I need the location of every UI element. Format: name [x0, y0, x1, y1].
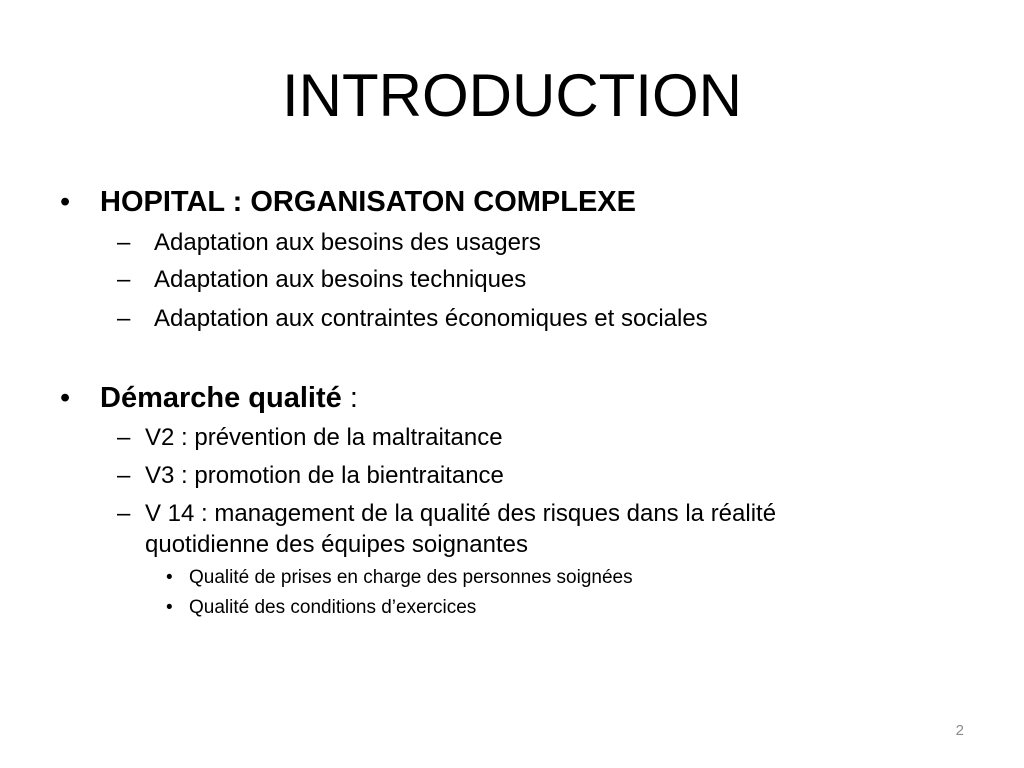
section2-dash-3: –: [117, 500, 131, 527]
section2-sub-item-2: Qualité des conditions d’exercices: [189, 597, 477, 618]
section2-sub-bullet-1: •: [166, 567, 173, 588]
section2-dash-1: –: [117, 424, 131, 451]
section1-item-3: Adaptation aux contraintes économiques et sociales: [154, 305, 708, 332]
section2-item-2: V3 : promotion de la bientraitance: [145, 462, 504, 489]
section2-dash-2: –: [117, 462, 131, 489]
section2-heading-line: [100, 381, 358, 415]
section1-item-2: Adaptation aux besoins techniques: [154, 266, 527, 293]
section1-dash-3: –: [117, 305, 131, 332]
section2-bullet: •: [60, 382, 71, 414]
section1-heading: HOPITAL : ORGANISATON COMPLEXE: [100, 186, 636, 218]
section1-bullet: •: [60, 186, 71, 218]
section1-dash-2: –: [117, 266, 131, 293]
section2-sub-bullet-2: •: [166, 597, 173, 618]
section2-item-1: V2 : prévention de la maltraitance: [145, 424, 503, 451]
slide-title: INTRODUCTION: [282, 62, 742, 129]
section2-sub-item-1: Qualité de prises en charge des personnes soignées: [189, 567, 633, 588]
section1-item-1: Adaptation aux besoins des usagers: [154, 229, 541, 256]
section1-dash-1: –: [117, 229, 131, 256]
section2-heading: Démarche qualité: [100, 382, 342, 414]
page-number: 2: [955, 722, 964, 739]
section2-heading-suffix: :: [341, 382, 358, 414]
section2-item-3-continued: quotidienne des équipes soignantes: [145, 531, 528, 558]
section2-item-3: V 14 : management de la qualité des risques dans la réalité: [145, 500, 777, 527]
